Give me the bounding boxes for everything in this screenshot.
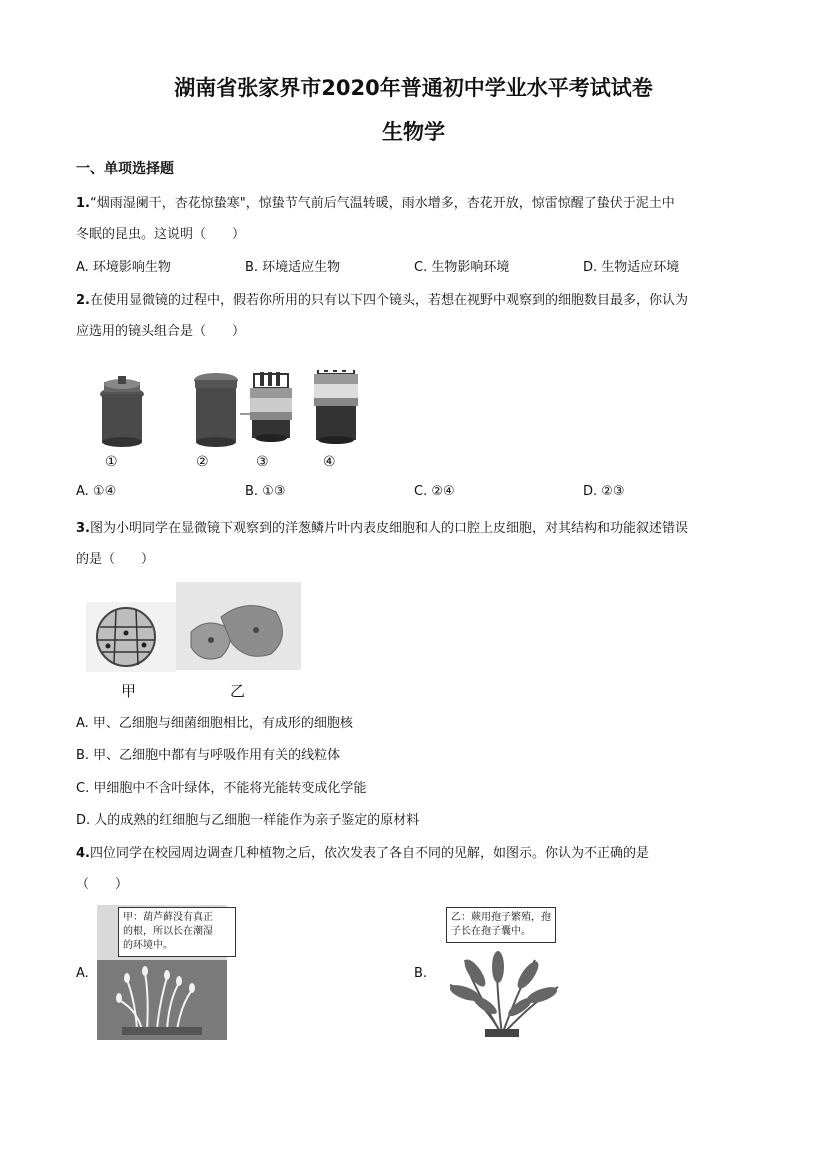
page-title: 湖南省张家界市2020年普通初中学业水平考试试卷 — [174, 76, 653, 100]
caption-yi: 乙 — [230, 682, 246, 700]
eyepiece-lens-1-icon — [100, 376, 144, 447]
lens-figure — [92, 370, 392, 450]
q3-option-d[interactable]: D. 人的成熟的红细胞与乙细胞一样能作为亲子鉴定的原材料 — [76, 813, 420, 828]
question-3-text: 图为小明同学在显微镜下观察到的洋葱鳞片叶内表皮细胞和人的口腔上皮细胞，对其结构和功能叙述错误 — [89, 521, 688, 536]
q4-option-b[interactable]: B. — [414, 966, 428, 981]
question-3-line-1 — [76, 517, 688, 536]
question-1-line-1 — [76, 192, 675, 211]
question-1-text: “烟雨湿阑干，杏花惊蛰寒"，惊蛰节气前后气温转暖，雨水增多，杏花开放，惊雷惊醒了蛰伏于泥土中 — [89, 196, 675, 211]
question-4-line-1 — [76, 842, 649, 861]
question-1-line-2: 冬眠的昆虫。这说明（ ） — [76, 227, 246, 242]
moss-bubble-line-2: 的根，所以长在潮湿 — [123, 926, 213, 937]
q1-option-d[interactable]: D. 生物适应环境 — [583, 260, 680, 275]
moss-bubble-line-3: 的环境中。 — [123, 940, 173, 951]
objective-lens-3-icon — [240, 372, 292, 442]
fern-bubble-line-2: 子长在孢子囊中。 — [451, 926, 531, 937]
fern-bubble-line-1: 乙：蕨用孢子繁殖，孢 — [451, 912, 551, 923]
moss-bubble-line-1: 甲：葫芦藓没有真正 — [123, 912, 213, 923]
question-3-line-2: 的是（ ） — [76, 552, 155, 567]
question-4-number: 4. — [76, 846, 90, 861]
q1-option-b[interactable]: B. 环境适应生物 — [245, 260, 341, 275]
q1-option-c[interactable]: C. 生物影响环境 — [414, 260, 510, 275]
objective-lens-4-icon — [314, 370, 358, 444]
question-2-line-1 — [76, 289, 688, 308]
q2-option-d[interactable]: D. ②③ — [583, 484, 625, 499]
eyepiece-lens-2-icon — [194, 373, 238, 447]
lens-label-3: ③ — [256, 454, 269, 470]
moss-speech-bubble — [118, 907, 236, 957]
cell-figure — [86, 582, 301, 672]
cheek-cell-image — [176, 582, 301, 670]
question-1-number: 1. — [76, 196, 90, 211]
q3-option-b[interactable]: B. 甲、乙细胞中都有与呼吸作用有关的线粒体 — [76, 748, 341, 763]
lens-label-4: ④ — [323, 454, 336, 470]
question-2-text: 在使用显微镜的过程中，假若你所用的只有以下四个镜头，若想在视野中观察到的细胞数目最多，你认为 — [89, 293, 688, 308]
section-heading: 一、单项选择题 — [76, 161, 174, 177]
lens-label-2: ② — [196, 454, 209, 470]
q4-option-a[interactable]: A. — [76, 966, 89, 981]
fern-speech-bubble — [446, 907, 556, 943]
q2-option-a[interactable]: A. ①④ — [76, 484, 117, 499]
question-2-number: 2. — [76, 293, 90, 308]
question-2-line-2: 应选用的镜头组合是（ ） — [76, 324, 246, 339]
onion-cell-image — [86, 602, 176, 672]
q3-option-c[interactable]: C. 甲细胞中不含叶绿体，不能将光能转变成化学能 — [76, 781, 367, 796]
q2-option-c[interactable]: C. ②④ — [414, 484, 455, 499]
q3-option-a[interactable]: A. 甲、乙细胞与细菌细胞相比，有成形的细胞核 — [76, 716, 353, 731]
page-subtitle: 生物学 — [382, 120, 445, 144]
question-3-number: 3. — [76, 521, 90, 536]
lens-label-1: ① — [105, 454, 118, 470]
question-4-text: 四位同学在校园周边调查几种植物之后，依次发表了各自不同的见解，如图示。你认为不正确的是 — [89, 846, 649, 861]
question-4-line-2: （ ） — [76, 877, 129, 892]
q2-option-b[interactable]: B. ①③ — [245, 484, 286, 499]
caption-jia: 甲 — [121, 682, 137, 700]
q1-option-a[interactable]: A. 环境影响生物 — [76, 260, 171, 275]
